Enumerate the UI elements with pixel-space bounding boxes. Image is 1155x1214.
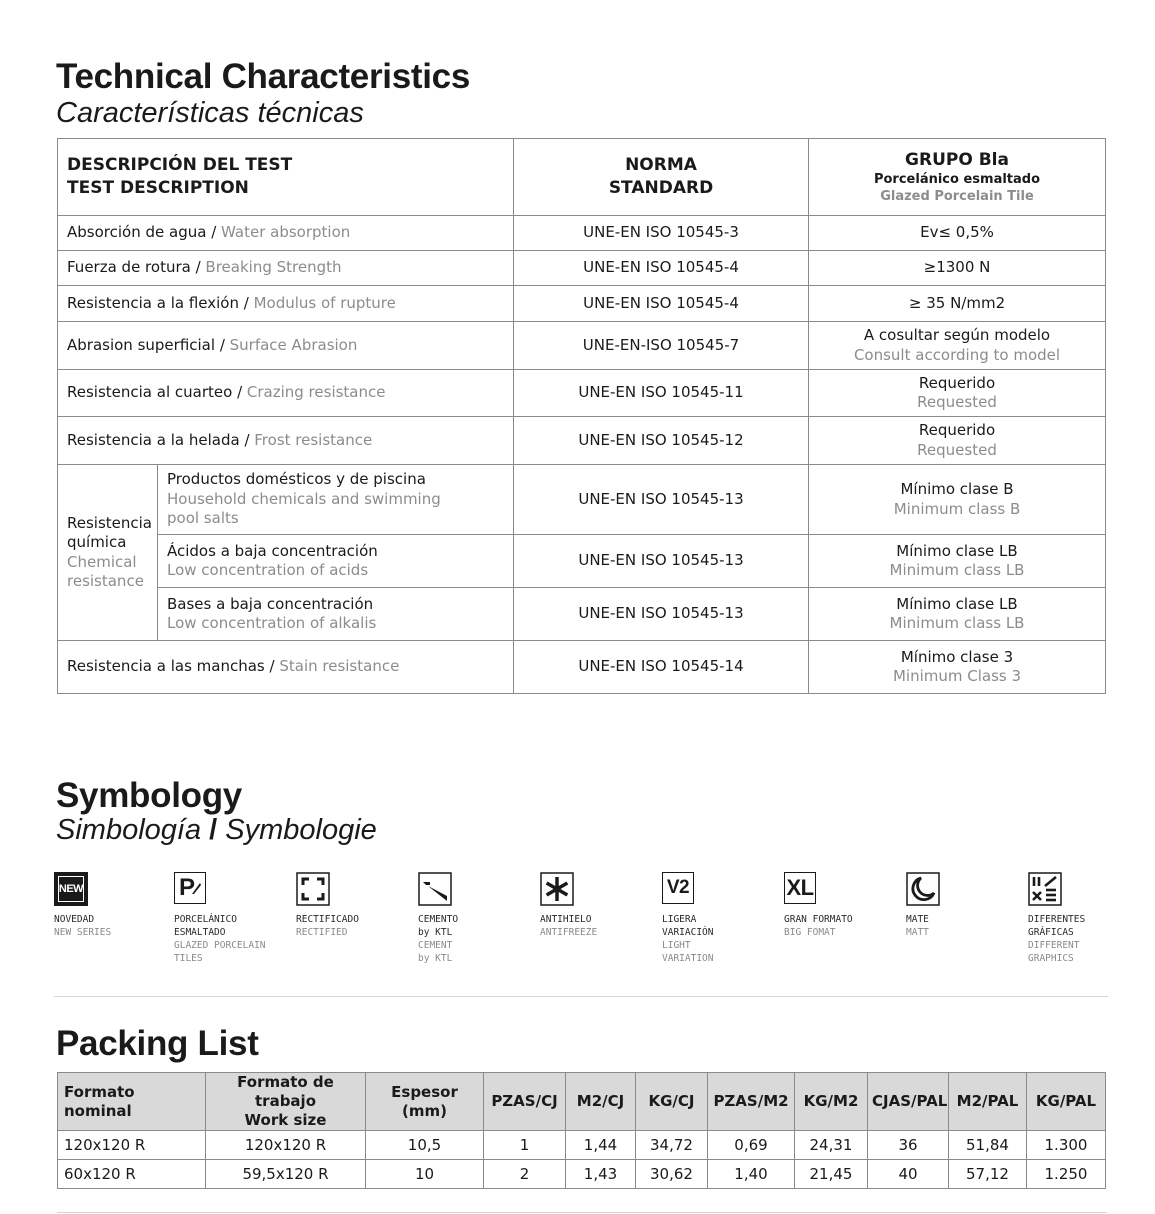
- table-row: [58, 417, 1106, 465]
- desc-en: Frost resistance: [254, 430, 373, 449]
- table-cell: 60x120 R: [58, 1160, 206, 1189]
- table-row: [58, 588, 1106, 641]
- table-cell: 36: [868, 1131, 949, 1160]
- label-en: TILES: [174, 953, 203, 964]
- antifreeze-asterisk-icon: [540, 872, 574, 906]
- symbol-label: [784, 913, 904, 939]
- row-description: Fuerza de rotura / Breaking Strength: [58, 251, 514, 286]
- desc-es: Abrasion superficial: [67, 335, 216, 354]
- label-es: CEMENTO: [418, 914, 459, 925]
- value-es: Mínimo clase B: [900, 480, 1014, 498]
- desc-es: Absorción de agua: [67, 223, 207, 242]
- value-es: Requerido: [918, 421, 996, 439]
- symbol-item-glazed-porcelain: [174, 872, 294, 965]
- symbol-item-new: [54, 872, 174, 939]
- packing-header-row: [58, 1073, 1106, 1131]
- label-es: ESMALTADO: [174, 927, 226, 938]
- column-header: Espesor (mm): [366, 1073, 484, 1131]
- xl-big-format-icon: [784, 872, 818, 906]
- section-subtitle-technical: Características técnicas: [56, 97, 364, 129]
- label-es: VARIACIÓN: [662, 927, 714, 938]
- value-es: Mínimo clase LB: [896, 541, 1018, 560]
- table-cell: 120x120 R: [206, 1131, 366, 1160]
- header-grupo-es: Porcelánico esmaltado: [873, 172, 1041, 187]
- label-es: NOVEDAD: [54, 914, 95, 925]
- chem-label-es-1: Resistencia: [67, 513, 152, 532]
- section-title-symbology: Symbology: [56, 776, 242, 815]
- row-norma: UNE-EN ISO 10545-13: [514, 465, 809, 535]
- label-en: NEW SERIES: [54, 927, 112, 938]
- desc-es: Ácidos a baja concentración: [167, 541, 378, 560]
- symbol-label: [296, 913, 416, 939]
- table-cell: 0,69: [708, 1131, 795, 1160]
- section-divider: [54, 996, 1108, 997]
- desc-es: Bases a baja concentración: [167, 594, 374, 613]
- table-cell: 51,84: [949, 1131, 1027, 1160]
- table-cell: 40: [868, 1160, 949, 1189]
- glazed-porcelain-icon: [174, 872, 208, 906]
- label-es: PORCELÁNICO: [174, 914, 237, 925]
- table-cell: 21,45: [795, 1160, 868, 1189]
- desc-en: Breaking Strength: [205, 258, 342, 277]
- row-value: [809, 588, 1106, 641]
- table-cell: 120x120 R: [58, 1131, 206, 1160]
- column-header: M2/CJ: [566, 1073, 636, 1131]
- symbol-label: [1028, 913, 1148, 965]
- row-description: [158, 535, 514, 588]
- header-norma-es: NORMA: [625, 155, 697, 175]
- row-description: Abrasion superficial / Surface Abrasion: [58, 322, 514, 370]
- table-cell: 59,5x120 R: [206, 1160, 366, 1189]
- table-row: [58, 1160, 1106, 1189]
- column-header: KG/PAL: [1027, 1073, 1106, 1131]
- value-es: Mínimo clase LB: [896, 594, 1018, 613]
- column-header: M2/PAL: [949, 1073, 1027, 1131]
- label-en: RECTIFIED: [296, 927, 348, 938]
- symbol-item-different-graphics: [1028, 872, 1148, 965]
- table-row: [58, 286, 1106, 322]
- table-cell: 10: [366, 1160, 484, 1189]
- value-en: Requested: [917, 440, 997, 459]
- symbol-label: [54, 913, 174, 939]
- desc-es: Resistencia al cuarteo: [67, 383, 233, 402]
- desc-es: Productos domésticos y de piscina: [167, 470, 426, 489]
- table-cell: 1.250: [1027, 1160, 1106, 1189]
- technical-characteristics-table: [57, 138, 1106, 694]
- table-cell: 1.300: [1027, 1131, 1106, 1160]
- desc-en-1: Household chemicals and swimming: [167, 489, 441, 508]
- row-value: ≥ 35 N/mm2: [809, 286, 1106, 322]
- label-es: MATE: [906, 914, 929, 925]
- symbol-item-matt: [906, 872, 1026, 939]
- label-es: ANTIHIELO: [540, 914, 592, 925]
- label-es: RECTIFICADO: [296, 914, 359, 925]
- row-norma: UNE-EN ISO 10545-4: [514, 251, 809, 286]
- row-description: [158, 465, 514, 535]
- value-en: Requested: [917, 393, 997, 411]
- label-en: BIG FOMAT: [784, 927, 836, 938]
- section-subtitle-symbology: [56, 814, 377, 847]
- row-norma: UNE-EN ISO 10545-3: [514, 216, 809, 251]
- row-value: [809, 641, 1106, 694]
- table-cell: 30,62: [636, 1160, 708, 1189]
- table-row: [58, 1131, 1106, 1160]
- header-grupo-en: Glazed Porcelain Tile: [880, 189, 1034, 204]
- matt-moon-icon: [906, 872, 940, 906]
- desc-en: Surface Abrasion: [229, 335, 358, 354]
- row-value: [809, 465, 1106, 535]
- symbol-item-light-variation: [662, 872, 782, 965]
- table-cell: 1: [484, 1131, 566, 1160]
- trowel-cement-icon: [418, 872, 452, 906]
- row-value: Ev≤ 0,5%: [809, 216, 1106, 251]
- xl-text: XL: [786, 875, 814, 900]
- header-grupo: [809, 139, 1106, 216]
- row-norma: UNE-EN-ISO 10545-7: [514, 322, 809, 370]
- table-cell: 24,31: [795, 1131, 868, 1160]
- row-value: [809, 370, 1106, 417]
- column-header: KG/CJ: [636, 1073, 708, 1131]
- row-norma: UNE-EN ISO 10545-13: [514, 535, 809, 588]
- row-description: Resistencia a la flexión / Modulus of rupture: [58, 286, 514, 322]
- row-description: Resistencia al cuarteo / Crazing resistance: [58, 370, 514, 417]
- label-es: GRAN FORMATO: [784, 914, 853, 925]
- desc-es: Resistencia a la flexión: [67, 293, 239, 312]
- column-header: KG/M2: [795, 1073, 868, 1131]
- table-cell: 34,72: [636, 1131, 708, 1160]
- desc-en: Stain resistance: [279, 657, 400, 676]
- column-header: PZAS/CJ: [484, 1073, 566, 1131]
- v2-text: V2: [666, 877, 690, 898]
- symbol-label: [540, 913, 660, 939]
- subtitle-fr: Symbologie: [225, 814, 377, 846]
- header-desc-en: TEST DESCRIPTION: [67, 178, 249, 198]
- value-es: A cosultar según modelo: [863, 326, 1051, 344]
- label-en: CEMENT: [418, 940, 453, 951]
- desc-en-2: pool salts: [167, 509, 239, 528]
- header-desc-es: DESCRIPCIÓN DEL TEST: [67, 155, 293, 175]
- desc-es: Resistencia a la helada: [67, 430, 240, 449]
- desc-es: Resistencia a las manchas: [67, 657, 265, 676]
- section-title-technical: Technical Characteristics: [56, 57, 470, 96]
- table-cell: 1,40: [708, 1160, 795, 1189]
- desc-es: Fuerza de rotura: [67, 258, 191, 277]
- table-row: [58, 322, 1106, 370]
- brush-mark: [190, 881, 202, 895]
- value-en: Minimum class LB: [889, 614, 1025, 632]
- subtitle-separator: /: [209, 814, 218, 846]
- table-cell: 1,43: [566, 1160, 636, 1189]
- row-description: Resistencia a la helada / Frost resistance: [58, 417, 514, 465]
- symbol-label: [662, 913, 782, 965]
- table-row: [58, 251, 1106, 286]
- header-norma: [514, 139, 809, 216]
- row-norma: UNE-EN ISO 10545-13: [514, 588, 809, 641]
- value-en: Minimum Class 3: [892, 667, 1022, 685]
- rectified-icon: [296, 872, 330, 906]
- bottom-divider: [57, 1212, 1107, 1213]
- header-es: Formato de trabajo: [237, 1073, 334, 1110]
- label-en: DIFFERENT: [1028, 940, 1080, 951]
- row-norma: UNE-EN ISO 10545-14: [514, 641, 809, 694]
- table-cell: 1,44: [566, 1131, 636, 1160]
- label-en: GRAPHICS: [1028, 953, 1074, 964]
- label-es: LIGERA: [662, 914, 697, 925]
- desc-en-1: Low concentration of alkalis: [167, 614, 377, 632]
- desc-en-1: Low concentration of acids: [167, 561, 369, 579]
- row-value: [809, 535, 1106, 588]
- row-description: Resistencia a las manchas / Stain resistance: [58, 641, 514, 694]
- label-es: GRÁFICAS: [1028, 927, 1074, 938]
- row-value: ≥1300 N: [809, 251, 1106, 286]
- value-en: Consult according to model: [853, 345, 1061, 364]
- different-graphics-icon: [1028, 872, 1062, 906]
- table-row: [58, 641, 1106, 694]
- packing-list-table: [57, 1072, 1106, 1189]
- value-es: Requerido: [918, 373, 996, 392]
- chem-label-es-2: química: [67, 533, 127, 551]
- label-en: ANTIFREEZE: [540, 927, 598, 938]
- header-description: [58, 139, 514, 216]
- label-es: DIFERENTES: [1028, 914, 1086, 925]
- label-en: GLAZED PORCELAIN: [174, 940, 266, 951]
- header-grupo-title: GRUPO Bla: [905, 150, 1009, 170]
- new-badge-icon: [54, 872, 88, 906]
- table-cell: 10,5: [366, 1131, 484, 1160]
- table-cell: 57,12: [949, 1160, 1027, 1189]
- desc-en: Water absorption: [221, 223, 351, 242]
- header-norma-en: STANDARD: [608, 178, 714, 198]
- row-value: [809, 417, 1106, 465]
- chem-label-en-2: resistance: [67, 572, 144, 590]
- column-header: Formato nominal: [58, 1073, 206, 1131]
- label-es: by KTL: [418, 927, 453, 938]
- row-description: [158, 588, 514, 641]
- symbol-label: [418, 913, 538, 965]
- row-description: Absorción de agua / Water absorption: [58, 216, 514, 251]
- row-norma: UNE-EN ISO 10545-4: [514, 286, 809, 322]
- chem-label-en-1: Chemical: [67, 552, 137, 571]
- v2-variation-icon: [662, 872, 696, 906]
- table-header-row: [58, 139, 1106, 216]
- symbol-item-big-format: [784, 872, 904, 939]
- chemical-resistance-label: [58, 465, 158, 641]
- subtitle-es: Simbología: [56, 814, 202, 846]
- row-value: [809, 322, 1106, 370]
- symbol-item-antifreeze: [540, 872, 660, 939]
- row-norma: UNE-EN ISO 10545-12: [514, 417, 809, 465]
- porcelain-letter: P: [178, 874, 195, 901]
- symbol-label: [174, 913, 294, 965]
- value-en: Minimum class LB: [889, 561, 1025, 579]
- label-en: by KTL: [418, 953, 453, 964]
- header-en: Work size: [244, 1111, 327, 1129]
- new-badge-text: NEW: [58, 883, 84, 895]
- table-row: [58, 465, 1106, 535]
- column-header: PZAS/M2: [708, 1073, 795, 1131]
- value-es: Mínimo clase 3: [900, 647, 1014, 666]
- row-norma: UNE-EN ISO 10545-11: [514, 370, 809, 417]
- column-header: CJAS/PAL: [868, 1073, 949, 1131]
- value-en: Minimum class B: [893, 499, 1021, 518]
- symbol-item-cement: [418, 872, 538, 965]
- desc-en: Crazing resistance: [246, 383, 386, 402]
- table-row: [58, 216, 1106, 251]
- desc-en: Modulus of rupture: [253, 293, 396, 312]
- column-header: [206, 1073, 366, 1131]
- label-en: MATT: [906, 927, 929, 938]
- table-row: [58, 370, 1106, 417]
- table-row: [58, 535, 1106, 588]
- symbol-item-rectified: [296, 872, 416, 939]
- label-en: LIGHT: [662, 940, 691, 951]
- label-en: VARIATION: [662, 953, 714, 964]
- section-title-packing: Packing List: [56, 1024, 259, 1063]
- table-cell: 2: [484, 1160, 566, 1189]
- symbol-label: [906, 913, 1026, 939]
